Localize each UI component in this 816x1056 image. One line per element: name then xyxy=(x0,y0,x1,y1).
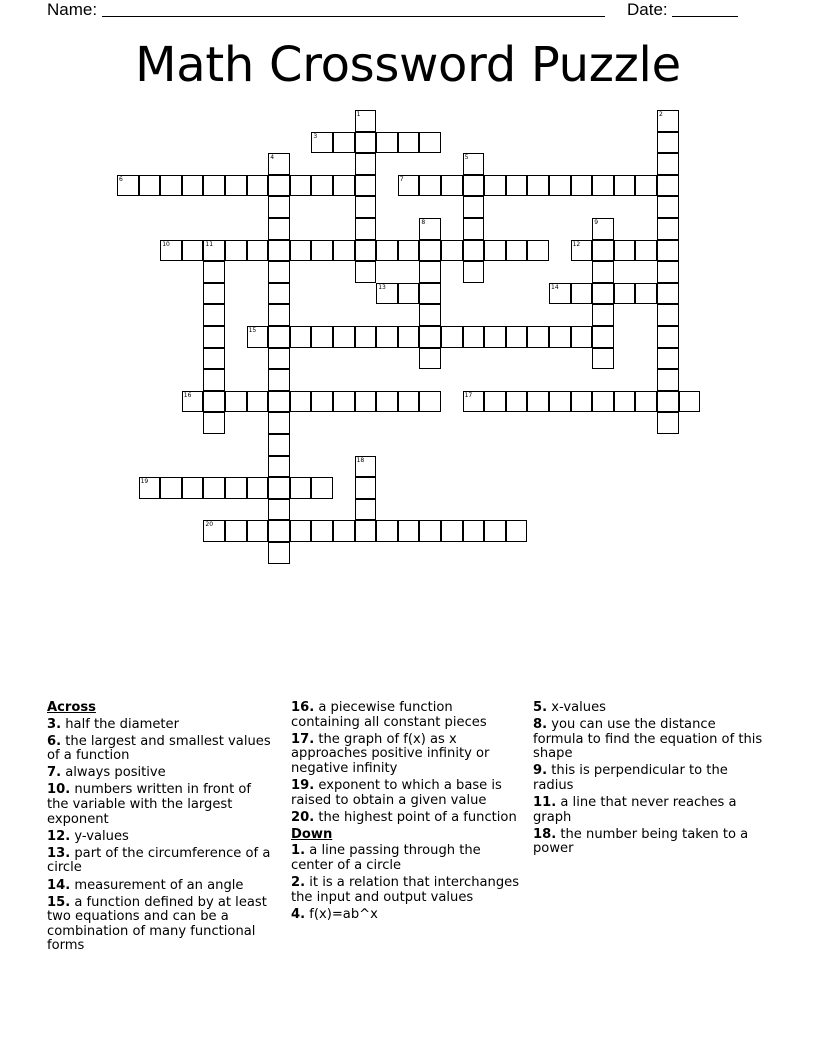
clue-number: 6 xyxy=(119,175,123,183)
crossword-cell[interactable] xyxy=(268,153,290,175)
clue-item-number: 16. xyxy=(291,700,315,715)
clue-item-number: 5. xyxy=(533,700,548,715)
crossword-cell[interactable] xyxy=(247,391,269,413)
clue-item xyxy=(291,844,525,873)
clue-item xyxy=(291,811,525,826)
clue-item-text: measurement of an angle xyxy=(70,877,244,893)
crossword-cell[interactable] xyxy=(506,175,528,197)
crossword-cell[interactable] xyxy=(355,477,377,499)
clue-item xyxy=(47,783,275,827)
crossword-cell[interactable] xyxy=(419,283,441,305)
crossword-cell[interactable] xyxy=(376,391,398,413)
clue-item xyxy=(291,908,525,923)
clue-number: 19 xyxy=(140,478,149,486)
crossword-cell[interactable] xyxy=(268,283,290,305)
crossword-cell[interactable] xyxy=(463,240,485,262)
crossword-cell[interactable] xyxy=(657,348,679,370)
crossword-cell[interactable] xyxy=(592,304,614,326)
crossword-cell[interactable] xyxy=(419,218,441,240)
clues-column-1 xyxy=(47,701,275,957)
crossword-cell[interactable] xyxy=(441,326,463,348)
crossword-cell[interactable] xyxy=(268,240,290,262)
clue-number: 20 xyxy=(205,521,214,529)
clue-item-number: 8. xyxy=(533,717,548,733)
clue-item-number: 12. xyxy=(47,828,71,844)
clue-item xyxy=(533,796,763,825)
clue-item xyxy=(47,766,275,781)
crossword-cell[interactable] xyxy=(419,326,441,348)
crossword-cell[interactable] xyxy=(484,175,506,197)
clue-item-text: you can use the distance formula to find the equation of this shape xyxy=(533,717,763,762)
crossword-cell[interactable] xyxy=(657,391,679,413)
crossword-cell[interactable] xyxy=(247,477,269,499)
crossword-cell[interactable] xyxy=(657,283,679,305)
crossword-cell[interactable] xyxy=(441,175,463,197)
clue-item xyxy=(533,718,763,762)
clue-number: 16 xyxy=(183,391,192,399)
crossword-cell[interactable] xyxy=(398,240,420,262)
crossword-cell[interactable] xyxy=(225,477,247,499)
name-field[interactable] xyxy=(47,0,605,20)
crossword-cell[interactable] xyxy=(203,391,225,413)
crossword-cell[interactable] xyxy=(398,520,420,542)
crossword-cell[interactable] xyxy=(463,196,485,218)
crossword-cell[interactable] xyxy=(268,477,290,499)
crossword-cell[interactable] xyxy=(333,175,355,197)
crossword-cell[interactable] xyxy=(203,326,225,348)
crossword-cell[interactable] xyxy=(463,175,485,197)
clue-item xyxy=(533,828,763,857)
clue-item-number: 13. xyxy=(47,845,71,861)
clue-item-text: part of the circumference of a circle xyxy=(47,845,271,876)
clue-item-text: the number being taken to a power xyxy=(533,826,749,857)
clue-item-number: 10. xyxy=(47,782,71,798)
crossword-cell[interactable] xyxy=(657,110,679,132)
crossword-cell[interactable] xyxy=(355,261,377,283)
crossword-cell[interactable] xyxy=(203,240,225,262)
crossword-cell[interactable] xyxy=(549,391,571,413)
clue-item-number: 4. xyxy=(291,906,306,922)
clue-item-text: exponent to which a base is raised to obtain a given value xyxy=(291,777,502,808)
crossword-cell[interactable] xyxy=(657,261,679,283)
clue-item-text: y-values xyxy=(70,828,129,844)
crossword-cell[interactable] xyxy=(571,240,593,262)
crossword-cell[interactable] xyxy=(355,153,377,175)
clue-number: 12 xyxy=(572,240,581,248)
crossword-cell[interactable] xyxy=(419,348,441,370)
crossword-cell[interactable] xyxy=(441,520,463,542)
clue-item xyxy=(47,735,275,764)
clue-item-number: 15. xyxy=(47,894,71,910)
clue-number: 2 xyxy=(659,111,663,118)
crossword-cell[interactable] xyxy=(203,261,225,283)
crossword-cell[interactable] xyxy=(463,261,485,283)
crossword-cell[interactable] xyxy=(484,391,506,413)
clues-column-2 xyxy=(291,701,525,925)
crossword-cell[interactable] xyxy=(160,240,182,262)
crossword-cell[interactable] xyxy=(398,283,420,305)
crossword-cell[interactable] xyxy=(268,542,290,564)
crossword-cell[interactable] xyxy=(225,520,247,542)
crossword-cell[interactable] xyxy=(657,240,679,262)
crossword-cell[interactable] xyxy=(355,391,377,413)
clues-column-3 xyxy=(533,701,763,859)
crossword-cell[interactable] xyxy=(484,326,506,348)
crossword-cell[interactable] xyxy=(290,240,312,262)
clue-item-number: 20. xyxy=(291,809,315,825)
crossword-cell[interactable] xyxy=(290,175,312,197)
clue-item-number: 11. xyxy=(533,795,557,811)
crossword-cell[interactable] xyxy=(635,175,657,197)
crossword-cell[interactable] xyxy=(657,369,679,391)
clue-item-number: 7. xyxy=(47,765,62,781)
crossword-cell[interactable] xyxy=(182,175,204,197)
clue-number: 10 xyxy=(162,240,170,248)
clue-number: 1 xyxy=(356,111,361,118)
clue-item xyxy=(47,896,275,954)
crossword-cell[interactable] xyxy=(333,326,355,348)
crossword-cell[interactable] xyxy=(463,326,485,348)
crossword-cell[interactable] xyxy=(571,283,593,305)
crossword-cell[interactable] xyxy=(592,240,614,262)
crossword-cell[interactable] xyxy=(182,391,204,413)
crossword-cell[interactable] xyxy=(160,175,182,197)
down-heading: Down xyxy=(291,826,333,842)
crossword-cell[interactable] xyxy=(506,240,528,262)
clue-item xyxy=(291,733,525,777)
clue-item xyxy=(291,876,525,905)
crossword-cell[interactable] xyxy=(592,283,614,305)
crossword-cell[interactable] xyxy=(527,391,549,413)
clue-item-text: a line that never reaches a graph xyxy=(533,795,737,825)
crossword-cell[interactable] xyxy=(355,218,377,240)
crossword-cell[interactable] xyxy=(355,175,377,197)
crossword-cell[interactable] xyxy=(203,175,225,197)
crossword-cell[interactable] xyxy=(268,412,290,434)
name-blank-line[interactable] xyxy=(102,2,605,17)
crossword-cell[interactable] xyxy=(592,326,614,348)
crossword-cell[interactable] xyxy=(268,261,290,283)
crossword-cell[interactable] xyxy=(398,175,420,197)
crossword-cell[interactable] xyxy=(333,132,355,154)
crossword-cell[interactable] xyxy=(268,218,290,240)
crossword-cell[interactable] xyxy=(679,391,701,413)
crossword-cell[interactable] xyxy=(290,391,312,413)
crossword-cell[interactable] xyxy=(290,477,312,499)
crossword-cell[interactable] xyxy=(139,477,161,499)
clue-number: 15 xyxy=(248,327,257,334)
crossword-cell[interactable] xyxy=(419,391,441,413)
crossword-cell[interactable] xyxy=(311,132,333,154)
crossword-cell[interactable] xyxy=(203,412,225,434)
crossword-cell[interactable] xyxy=(311,520,333,542)
clue-number: 18 xyxy=(356,456,365,464)
clue-item-number: 19. xyxy=(291,777,315,793)
clue-item-text: half the diameter xyxy=(61,716,179,732)
crossword-cell[interactable] xyxy=(614,240,636,262)
crossword-cell[interactable] xyxy=(268,175,290,197)
clue-item-text: this is perpendicular to the radius xyxy=(533,763,728,793)
clue-item-text: the highest point of a function xyxy=(314,809,517,825)
crossword-cell[interactable] xyxy=(182,477,204,499)
crossword-cell[interactable] xyxy=(376,520,398,542)
crossword-cell[interactable] xyxy=(290,326,312,348)
date-blank-line[interactable] xyxy=(672,2,738,17)
clue-item xyxy=(47,847,275,876)
crossword-cell[interactable] xyxy=(247,520,269,542)
crossword-cell[interactable] xyxy=(657,326,679,348)
clue-number: 9 xyxy=(594,219,599,226)
crossword-cell[interactable] xyxy=(225,240,247,262)
clue-item-number: 9. xyxy=(533,763,548,779)
crossword-cell[interactable] xyxy=(463,520,485,542)
crossword-cell[interactable] xyxy=(225,391,247,413)
crossword-cell[interactable] xyxy=(657,132,679,154)
clue-number: 7 xyxy=(399,175,404,183)
crossword-cell[interactable] xyxy=(463,153,485,175)
crossword-cell[interactable] xyxy=(571,391,593,413)
clue-item xyxy=(533,701,763,716)
crossword-cell[interactable] xyxy=(268,499,290,521)
crossword-cell[interactable] xyxy=(311,326,333,348)
clue-item-number: 14. xyxy=(47,877,71,893)
crossword-cell[interactable] xyxy=(398,326,420,348)
crossword-cell[interactable] xyxy=(182,240,204,262)
crossword-cell[interactable] xyxy=(549,283,571,305)
crossword-cell[interactable] xyxy=(311,175,333,197)
crossword-cell[interactable] xyxy=(311,477,333,499)
crossword-cell[interactable] xyxy=(419,175,441,197)
clue-item-text: a line passing through the center of a circle xyxy=(291,843,481,873)
crossword-cell[interactable] xyxy=(506,326,528,348)
crossword-cell[interactable] xyxy=(419,132,441,154)
crossword-cell[interactable] xyxy=(614,283,636,305)
crossword-cell[interactable] xyxy=(268,326,290,348)
clue-item xyxy=(47,718,275,733)
crossword-cell[interactable] xyxy=(203,304,225,326)
crossword-cell[interactable] xyxy=(355,132,377,154)
clue-item-number: 1. xyxy=(291,843,306,859)
crossword-cell[interactable] xyxy=(355,326,377,348)
crossword-cell[interactable] xyxy=(419,240,441,262)
clue-item-text: a function defined by at least two equations and can be a combination of many functional forms xyxy=(47,894,267,954)
clue-item-text: x-values xyxy=(547,700,606,715)
crossword-cell[interactable] xyxy=(657,218,679,240)
crossword-cell[interactable] xyxy=(506,520,528,542)
clue-item xyxy=(291,779,525,808)
crossword-cell[interactable] xyxy=(419,261,441,283)
clue-item xyxy=(533,764,763,793)
crossword-cell[interactable] xyxy=(398,132,420,154)
crossword-cell[interactable] xyxy=(527,326,549,348)
crossword-cell[interactable] xyxy=(290,520,312,542)
crossword-cell[interactable] xyxy=(463,391,485,413)
crossword-cell[interactable] xyxy=(268,348,290,370)
crossword-cell[interactable] xyxy=(376,240,398,262)
crossword-cell[interactable] xyxy=(247,326,269,348)
crossword-cell[interactable] xyxy=(160,477,182,499)
crossword-cell[interactable] xyxy=(311,240,333,262)
clue-item-text: a piecewise function containing all constant pieces xyxy=(291,700,487,730)
crossword-cell[interactable] xyxy=(268,391,290,413)
crossword-cell[interactable] xyxy=(592,348,614,370)
crossword-cell[interactable] xyxy=(376,326,398,348)
clue-item xyxy=(47,879,275,894)
crossword-cell[interactable] xyxy=(571,175,593,197)
crossword-cell[interactable] xyxy=(549,326,571,348)
crossword-cell[interactable] xyxy=(203,348,225,370)
crossword-cell[interactable] xyxy=(355,196,377,218)
crossword-cell[interactable] xyxy=(635,391,657,413)
crossword-cell[interactable] xyxy=(311,391,333,413)
crossword-cell[interactable] xyxy=(355,240,377,262)
crossword-cell[interactable] xyxy=(614,175,636,197)
crossword-cell[interactable] xyxy=(333,391,355,413)
crossword-cell[interactable] xyxy=(419,304,441,326)
clue-number: 3 xyxy=(313,132,318,140)
crossword-cell[interactable] xyxy=(592,261,614,283)
crossword-cell[interactable] xyxy=(355,110,377,132)
crossword-cell[interactable] xyxy=(268,304,290,326)
crossword-cell[interactable] xyxy=(592,175,614,197)
clue-number: 11 xyxy=(205,240,214,248)
crossword-cell[interactable] xyxy=(333,240,355,262)
clue-number: 8 xyxy=(421,219,426,226)
crossword-cell[interactable] xyxy=(117,175,139,197)
crossword-cell[interactable] xyxy=(506,391,528,413)
crossword-cell[interactable] xyxy=(484,520,506,542)
crossword-cell[interactable] xyxy=(657,304,679,326)
across-heading: Across xyxy=(47,700,96,715)
crossword-cell[interactable] xyxy=(441,240,463,262)
clue-item-text: the largest and smallest values of a function xyxy=(47,733,271,764)
name-label: Name: xyxy=(47,0,98,19)
clue-number: 13 xyxy=(378,283,386,291)
clue-number: 17 xyxy=(464,391,473,399)
crossword-cell[interactable] xyxy=(376,283,398,305)
crossword-cell[interactable] xyxy=(268,456,290,478)
crossword-cell[interactable] xyxy=(139,175,161,197)
crossword-cell[interactable] xyxy=(614,391,636,413)
clue-item xyxy=(47,830,275,845)
clue-number: 4 xyxy=(270,154,275,162)
clue-item-number: 18. xyxy=(533,826,557,842)
date-label: Date: xyxy=(627,0,668,19)
crossword-cell[interactable] xyxy=(268,434,290,456)
crossword-cell[interactable] xyxy=(247,240,269,262)
crossword-cell[interactable] xyxy=(592,391,614,413)
crossword-cell[interactable] xyxy=(657,175,679,197)
clue-item-text: the graph of f(x) as x approaches positive infinity or negative infinity xyxy=(291,731,490,776)
clue-item-number: 6. xyxy=(47,733,62,749)
crossword-cell[interactable] xyxy=(247,175,269,197)
date-field[interactable] xyxy=(627,0,738,20)
crossword-cell[interactable] xyxy=(225,175,247,197)
clue-number: 14 xyxy=(551,283,559,291)
crossword-cell[interactable] xyxy=(376,132,398,154)
crossword-cell[interactable] xyxy=(592,218,614,240)
crossword-cell[interactable] xyxy=(355,456,377,478)
crossword-cell[interactable] xyxy=(549,175,571,197)
crossword-cell[interactable] xyxy=(635,283,657,305)
clue-item-text: always positive xyxy=(61,765,166,781)
crossword-cell[interactable] xyxy=(571,326,593,348)
clue-item-number: 2. xyxy=(291,875,306,891)
crossword-cell[interactable] xyxy=(657,196,679,218)
clue-item-number: 17. xyxy=(291,731,315,747)
crossword-cell[interactable] xyxy=(203,283,225,305)
crossword-cell[interactable] xyxy=(268,369,290,391)
crossword-cell[interactable] xyxy=(635,240,657,262)
crossword-cell[interactable] xyxy=(419,520,441,542)
crossword-cell[interactable] xyxy=(657,412,679,434)
crossword-cell[interactable] xyxy=(355,499,377,521)
page-title: Math Crossword Puzzle xyxy=(135,37,681,93)
crossword-cell[interactable] xyxy=(527,175,549,197)
crossword-cell[interactable] xyxy=(463,218,485,240)
crossword-cell[interactable] xyxy=(398,391,420,413)
crossword-cell[interactable] xyxy=(657,153,679,175)
clue-item-number: 3. xyxy=(47,716,62,732)
clue-item-text: it is a relation that interchanges the input and output values xyxy=(291,875,520,905)
crossword-cell[interactable] xyxy=(268,196,290,218)
crossword-cell[interactable] xyxy=(203,369,225,391)
crossword-cell[interactable] xyxy=(268,520,290,542)
crossword-cell[interactable] xyxy=(527,240,549,262)
clue-number: 5 xyxy=(464,154,469,162)
crossword-cell[interactable] xyxy=(333,520,355,542)
clue-item xyxy=(291,701,525,730)
clue-item-text: numbers written in front of the variable with the largest exponent xyxy=(47,782,251,827)
crossword-cell[interactable] xyxy=(355,520,377,542)
crossword-cell[interactable] xyxy=(484,240,506,262)
crossword-cell[interactable] xyxy=(203,477,225,499)
crossword-cell[interactable] xyxy=(203,520,225,542)
clue-item-text: f(x)=ab^x xyxy=(305,906,378,922)
